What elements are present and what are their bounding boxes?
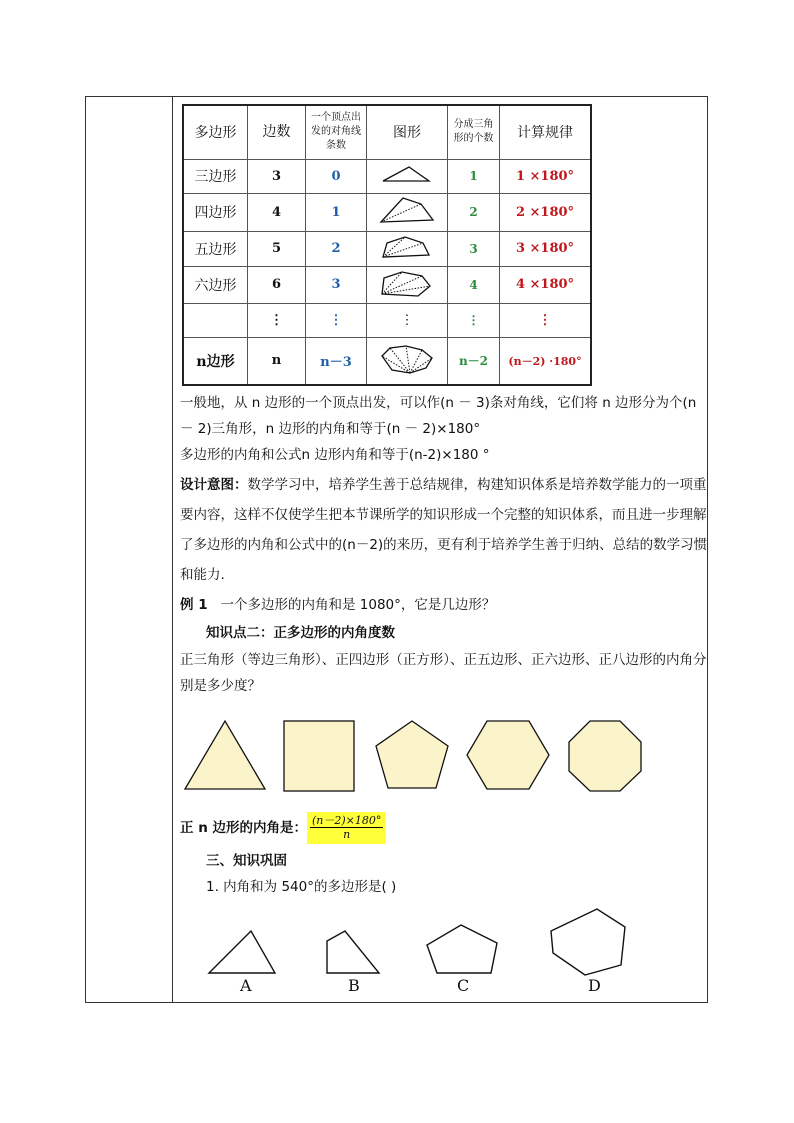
row-triangles: 1	[448, 159, 500, 193]
row-triangles: 3	[448, 231, 500, 266]
row-sides: 3	[248, 159, 306, 193]
row-sides: n	[248, 337, 306, 385]
header-polygon: 多边形	[183, 105, 248, 159]
header-figure: 图形	[367, 105, 448, 159]
row-rule: 4 ×180°	[500, 266, 592, 303]
row-diagonals: n－3	[306, 337, 367, 385]
polygon-table	[182, 104, 592, 386]
design-label: 设计意图：	[180, 477, 248, 493]
figure-n-gon	[367, 337, 448, 385]
figure-triangle	[367, 159, 448, 193]
header-diagonals: 一个顶点出发的对角线条数	[306, 105, 367, 159]
figure-hexagon	[367, 266, 448, 303]
design-text: 数学学习中，培养学生善于总结规律，构建知识体系是培养数学能力的一项重要内容，这样不仅使学生把本节课所学的知识形成一个完整的知识体系，而且进一步理解了多边形的内角和公式中的(n－2)的来历，更有利于培养学生善于归纳、总结的数学习惯和能力.	[180, 477, 708, 583]
example-text: 一个多边形的内角和是 1080°，它是几边形？	[220, 597, 496, 613]
answer-polygons-figure	[205, 905, 635, 977]
row-triangles: n－2	[448, 337, 500, 385]
header-rule: 计算规律	[500, 105, 592, 159]
row-sides: 4	[248, 193, 306, 231]
row-sides: 6	[248, 266, 306, 303]
row-rule: (n－2) ·180°	[500, 337, 592, 385]
equilateral-triangle	[185, 721, 265, 789]
option-b-label: B	[348, 976, 360, 995]
design-intent	[180, 470, 708, 590]
row-name: 五边形	[183, 231, 248, 266]
regular-n-gon-line	[180, 808, 708, 848]
regular-pentagon	[376, 721, 448, 788]
row-triangles: 4	[448, 266, 500, 303]
paragraph-formula: 多边形的内角和公式n 边形内角和等于(n-2)×180 °	[180, 447, 490, 463]
knowledge-point-2: 知识点二：正多边形的内角度数	[206, 625, 395, 641]
regular-hexagon	[467, 721, 549, 789]
row-sides: 5	[248, 231, 306, 266]
row-rule: 1 ×180°	[500, 159, 592, 193]
option-c-pentagon	[427, 925, 497, 973]
paragraph-general: 一般地，从 n 边形的一个顶点出发，可以作(n － 3)条对角线，它们将 n 边形分为个(n － 2)三角形，n 边形的内角和等于(n － 2)×180°	[180, 395, 697, 437]
example-1	[180, 592, 708, 618]
row-rule: ⋮	[500, 303, 592, 337]
row-sides: ⋮	[248, 303, 306, 337]
figure-ellipsis: ⋮	[367, 303, 448, 337]
row-diagonals: 3	[306, 266, 367, 303]
figure-quadrilateral	[367, 193, 448, 231]
option-d-label: D	[588, 976, 601, 995]
regular-question: 正三角形（等边三角形）、正四边形（正方形）、正五边形、正六边形、正八边形的内角分别是多少度？	[180, 652, 707, 694]
regular-label: 正 n 边形的内角是：	[180, 820, 308, 836]
row-diagonals: 2	[306, 231, 367, 266]
option-c-label: C	[457, 976, 470, 995]
row-triangles: ⋮	[448, 303, 500, 337]
figure-pentagon	[367, 231, 448, 266]
row-diagonals: 1	[306, 193, 367, 231]
option-b-quadrilateral	[327, 931, 379, 973]
square	[284, 721, 354, 791]
section-3-title: 三、知识巩固	[206, 853, 287, 869]
regular-octagon	[569, 721, 641, 791]
regular-polygons-figure	[180, 715, 650, 795]
row-triangles: 2	[448, 193, 500, 231]
formula-denominator: n	[343, 828, 351, 841]
row-name: 六边形	[183, 266, 248, 303]
row-name	[183, 303, 248, 337]
row-name: 四边形	[183, 193, 248, 231]
option-a-label: A	[240, 976, 252, 995]
row-rule: 3 ×180°	[500, 231, 592, 266]
question-1: 1. 内角和为 540°的多边形是( )	[206, 879, 397, 895]
row-diagonals: ⋮	[306, 303, 367, 337]
header-sides: 边数	[248, 105, 306, 159]
row-name: n边形	[183, 337, 248, 385]
example-label: 例 1	[180, 597, 208, 613]
row-diagonals: 0	[306, 159, 367, 193]
formula-numerator: (n－2)×180°	[312, 814, 382, 827]
option-d-hexagon	[551, 909, 625, 975]
header-triangles: 分成三角形的个数	[448, 105, 500, 159]
formula-highlight	[307, 812, 386, 844]
row-rule: 2 ×180°	[500, 193, 592, 231]
column-divider	[172, 97, 173, 1002]
option-a-triangle	[209, 931, 275, 973]
row-name: 三边形	[183, 159, 248, 193]
